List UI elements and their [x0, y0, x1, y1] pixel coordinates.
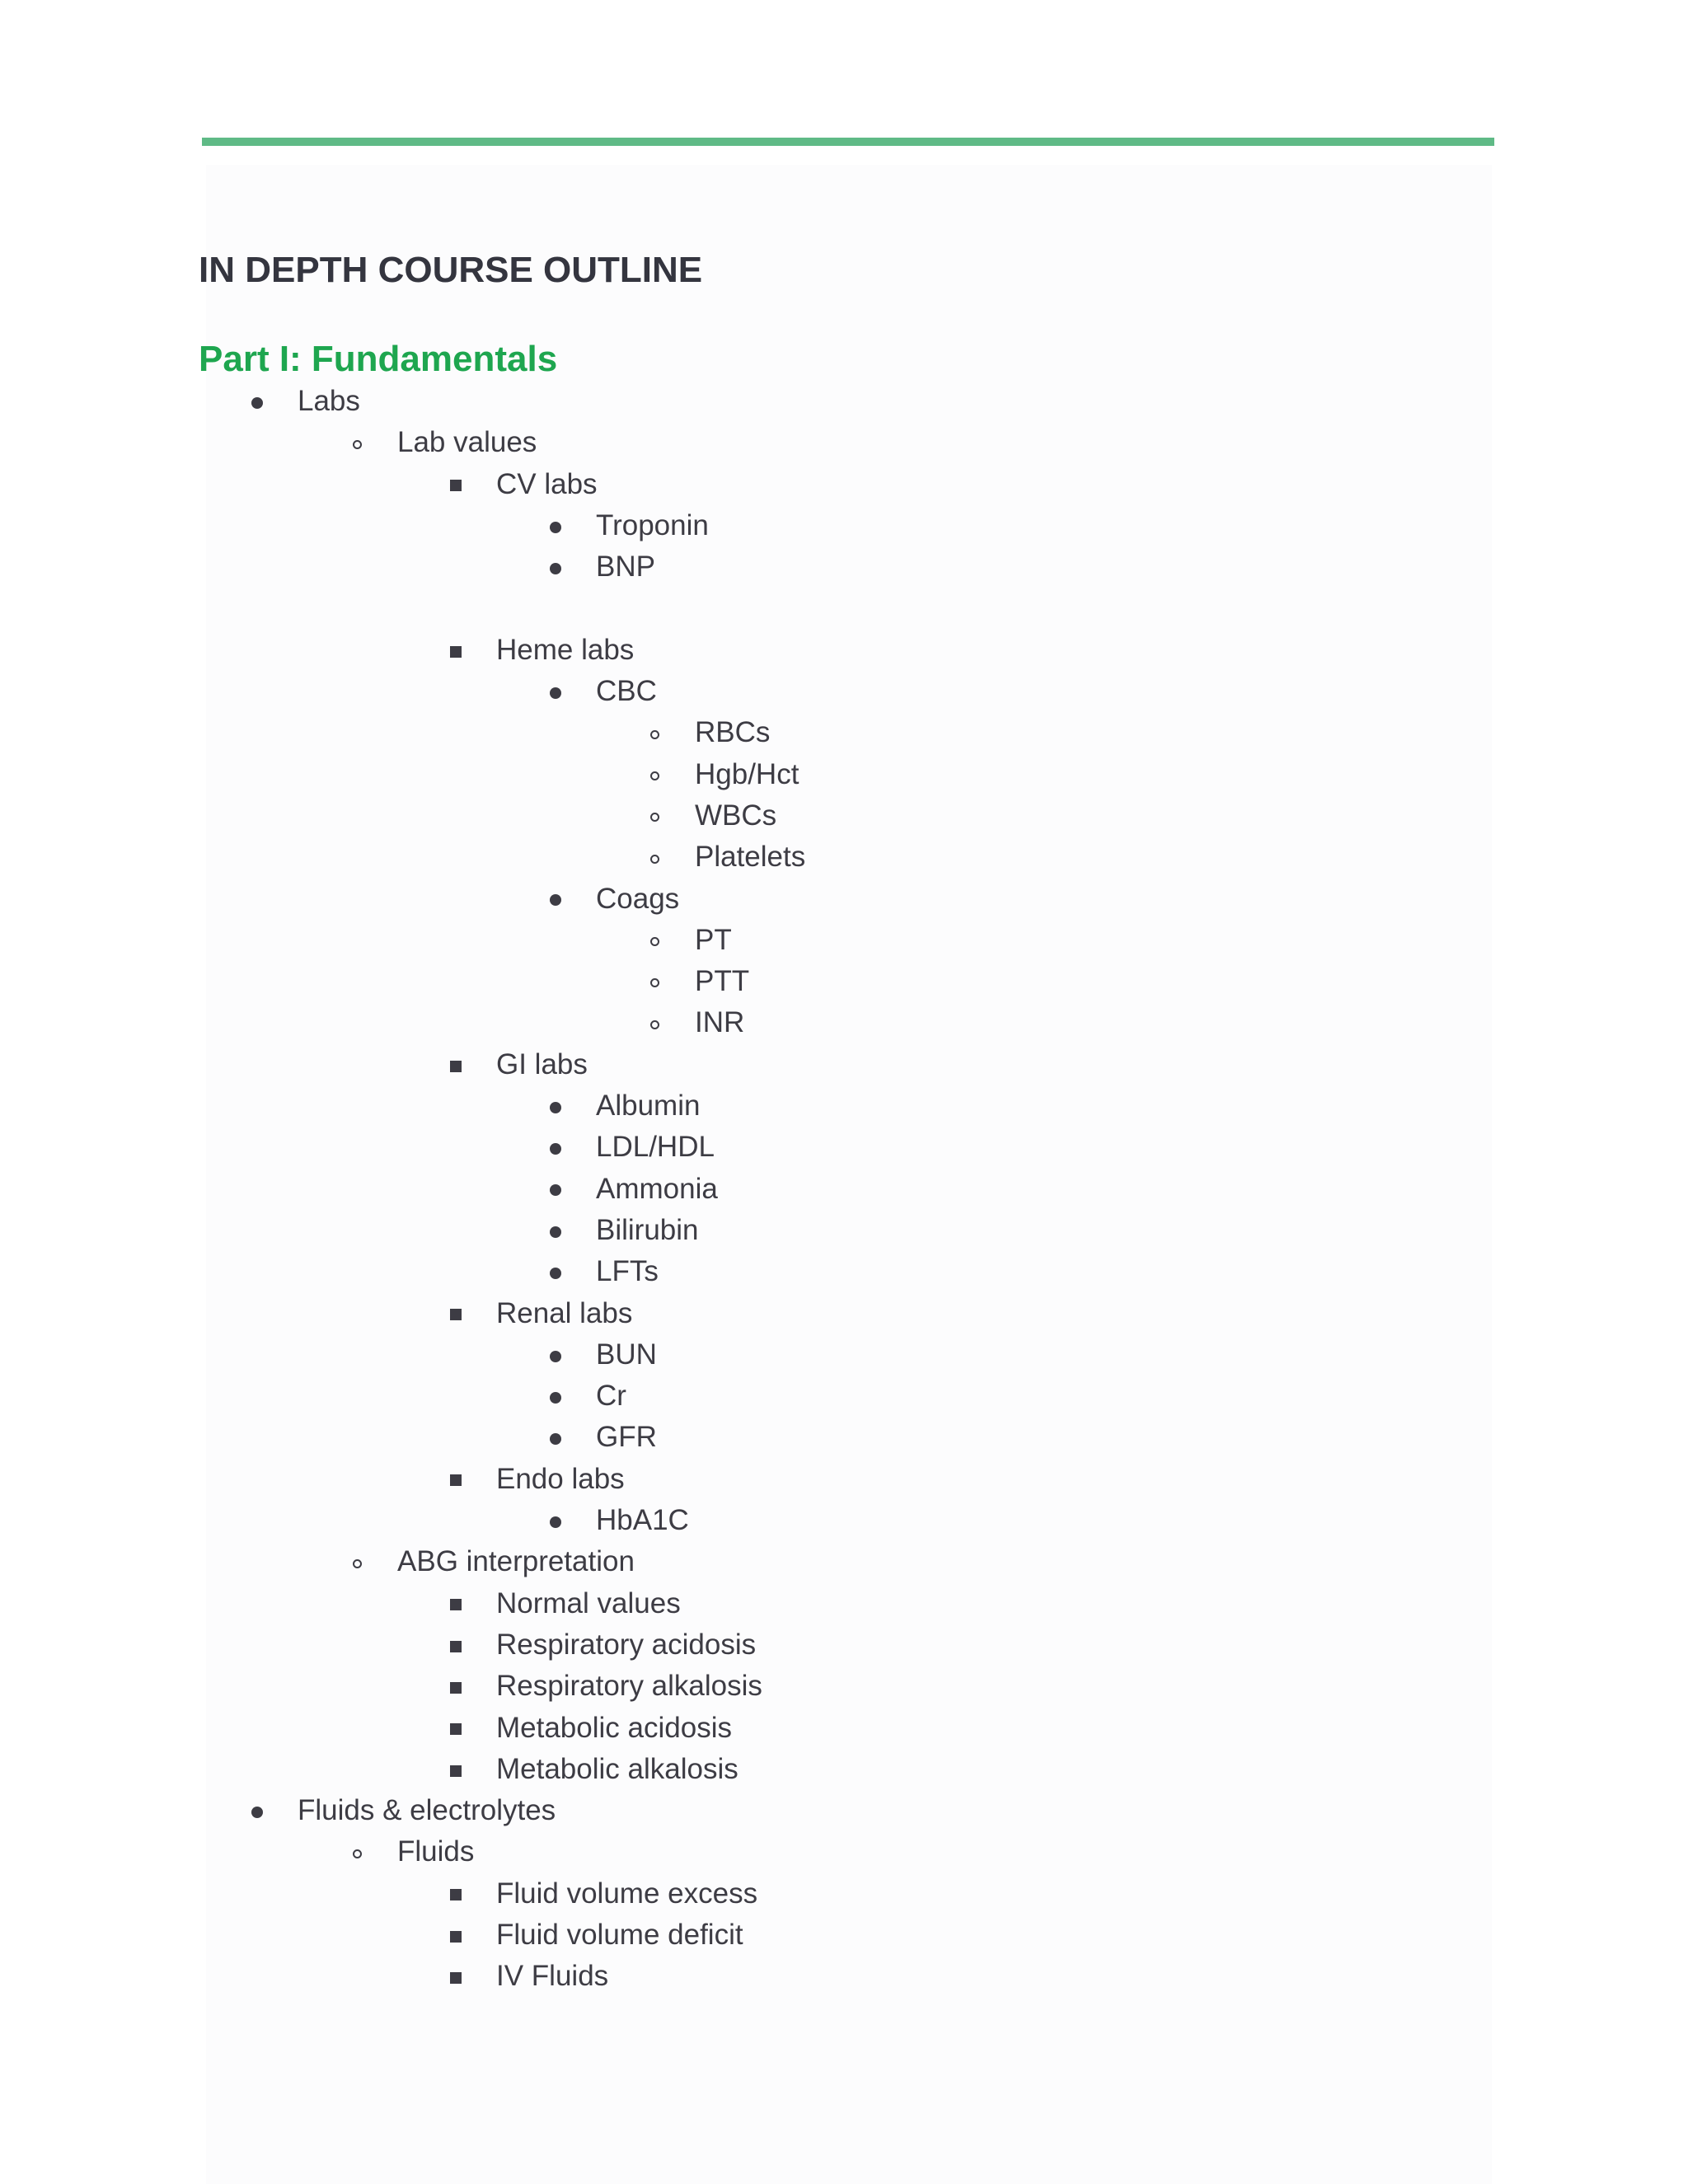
- outline-item-label: Cr: [596, 1380, 626, 1413]
- disc-bullet-icon: [543, 1334, 568, 1376]
- outline-item: [0, 505, 1688, 546]
- outline-item-label: Ammonia: [596, 1172, 718, 1205]
- square-bullet-icon: [443, 1624, 468, 1666]
- circle-bullet-icon: [345, 1541, 369, 1582]
- outline-item-label: HbA1C: [596, 1504, 689, 1537]
- outline-item: [0, 1085, 1688, 1127]
- outline-item: [0, 381, 1688, 422]
- outline-item: [0, 422, 1688, 463]
- square-bullet-icon: [443, 630, 468, 671]
- circle-bullet-icon: [642, 1002, 667, 1043]
- square-bullet-icon: [443, 1915, 468, 1956]
- circle-bullet-icon: [642, 754, 667, 795]
- disc-bullet-icon: [543, 1417, 568, 1458]
- outline-item-label: IV Fluids: [496, 1960, 609, 1993]
- square-bullet-icon: [443, 1044, 468, 1085]
- disc-bullet-icon: [543, 546, 568, 588]
- outline-item: [0, 795, 1688, 837]
- outline-spacer: [0, 588, 1688, 629]
- outline-item: [0, 464, 1688, 505]
- outline-item-label: Coags: [596, 882, 680, 915]
- part-heading: Part I: Fundamentals: [199, 339, 558, 379]
- outline-item: [0, 1831, 1688, 1872]
- outline-item: [0, 546, 1688, 588]
- outline-item-label: RBCs: [695, 716, 771, 749]
- outline-item-label: BUN: [596, 1338, 657, 1371]
- outline-item-label: Fluids: [397, 1835, 475, 1868]
- outline-item: [0, 1500, 1688, 1541]
- outline-item-label: Respiratory alkalosis: [496, 1670, 762, 1703]
- course-outline-list: [0, 381, 1688, 1998]
- outline-item-label: CV labs: [496, 467, 598, 500]
- disc-bullet-icon: [543, 1127, 568, 1168]
- outline-item-label: Hgb/Hct: [695, 757, 799, 790]
- square-bullet-icon: [443, 1293, 468, 1334]
- outline-item-label: Heme labs: [496, 633, 635, 666]
- outline-item-label: CBC: [596, 675, 657, 708]
- disc-bullet-icon: [543, 1376, 568, 1417]
- outline-item: [0, 837, 1688, 878]
- outline-item-label: Albumin: [596, 1090, 701, 1122]
- outline-item: [0, 961, 1688, 1002]
- outline-item: [0, 1915, 1688, 1956]
- outline-item-label: Metabolic acidosis: [496, 1711, 732, 1744]
- circle-bullet-icon: [642, 795, 667, 837]
- disc-bullet-icon: [245, 1790, 270, 1831]
- outline-item-label: ABG interpretation: [397, 1545, 635, 1578]
- outline-item: [0, 1210, 1688, 1251]
- outline-item: [0, 1666, 1688, 1707]
- outline-item-label: Metabolic alkalosis: [496, 1752, 738, 1785]
- document-title: IN DEPTH COURSE OUTLINE: [199, 250, 703, 290]
- outline-item-label: GFR: [596, 1421, 657, 1454]
- disc-bullet-icon: [543, 1085, 568, 1127]
- outline-item-label: PT: [695, 923, 732, 956]
- circle-bullet-icon: [642, 920, 667, 961]
- square-bullet-icon: [443, 464, 468, 505]
- square-bullet-icon: [443, 1583, 468, 1624]
- outline-item-label: Labs: [298, 385, 360, 417]
- square-bullet-icon: [443, 1666, 468, 1707]
- outline-item-label: Bilirubin: [596, 1213, 699, 1246]
- outline-item-label: LDL/HDL: [596, 1131, 715, 1164]
- outline-item: [0, 1749, 1688, 1790]
- outline-item-label: Respiratory acidosis: [496, 1628, 757, 1661]
- disc-bullet-icon: [543, 671, 568, 712]
- square-bullet-icon: [443, 1873, 468, 1915]
- outline-item: [0, 1251, 1688, 1292]
- outline-item-label: PTT: [695, 965, 750, 998]
- outline-item: [0, 1541, 1688, 1582]
- circle-bullet-icon: [345, 1831, 369, 1872]
- outline-item: [0, 1127, 1688, 1168]
- outline-item-label: BNP: [596, 551, 655, 583]
- outline-item: [0, 1790, 1688, 1831]
- disc-bullet-icon: [543, 505, 568, 546]
- outline-item-label: Renal labs: [496, 1296, 633, 1329]
- outline-item-label: Lab values: [397, 426, 537, 459]
- disc-bullet-icon: [543, 1251, 568, 1292]
- outline-item: [0, 1459, 1688, 1500]
- outline-item-label: INR: [695, 1006, 745, 1039]
- disc-bullet-icon: [543, 1169, 568, 1210]
- outline-item: [0, 879, 1688, 920]
- disc-bullet-icon: [245, 381, 270, 422]
- outline-item: [0, 671, 1688, 712]
- square-bullet-icon: [443, 1459, 468, 1500]
- outline-item: [0, 1708, 1688, 1749]
- outline-item-label: Fluid volume deficit: [496, 1918, 743, 1951]
- outline-item: [0, 1417, 1688, 1458]
- outline-item: [0, 1583, 1688, 1624]
- outline-item: [0, 712, 1688, 753]
- outline-item: [0, 1956, 1688, 1997]
- disc-bullet-icon: [543, 879, 568, 920]
- square-bullet-icon: [443, 1749, 468, 1790]
- outline-item-label: WBCs: [695, 799, 777, 832]
- outline-item-label: Fluid volume excess: [496, 1877, 758, 1910]
- square-bullet-icon: [443, 1708, 468, 1749]
- circle-bullet-icon: [345, 422, 369, 463]
- disc-bullet-icon: [543, 1500, 568, 1541]
- outline-item: [0, 754, 1688, 795]
- outline-item-label: GI labs: [496, 1047, 588, 1080]
- outline-item-label: Platelets: [695, 841, 806, 874]
- outline-item-label: LFTs: [596, 1255, 659, 1288]
- disc-bullet-icon: [543, 1210, 568, 1251]
- outline-item-label: Troponin: [596, 509, 709, 541]
- circle-bullet-icon: [642, 961, 667, 1002]
- outline-item: [0, 920, 1688, 961]
- outline-item: [0, 1624, 1688, 1666]
- top-divider-rule: [202, 138, 1494, 146]
- outline-item-label: Normal values: [496, 1586, 681, 1619]
- outline-item: [0, 630, 1688, 671]
- circle-bullet-icon: [642, 712, 667, 753]
- square-bullet-icon: [443, 1956, 468, 1997]
- outline-item: [0, 1873, 1688, 1915]
- outline-item-label: Endo labs: [496, 1462, 625, 1495]
- outline-item: [0, 1044, 1688, 1085]
- outline-item-label: Fluids & electrolytes: [298, 1794, 556, 1827]
- circle-bullet-icon: [642, 837, 667, 878]
- outline-item: [0, 1169, 1688, 1210]
- outline-item: [0, 1293, 1688, 1334]
- outline-item: [0, 1376, 1688, 1417]
- outline-item: [0, 1002, 1688, 1043]
- outline-item: [0, 1334, 1688, 1376]
